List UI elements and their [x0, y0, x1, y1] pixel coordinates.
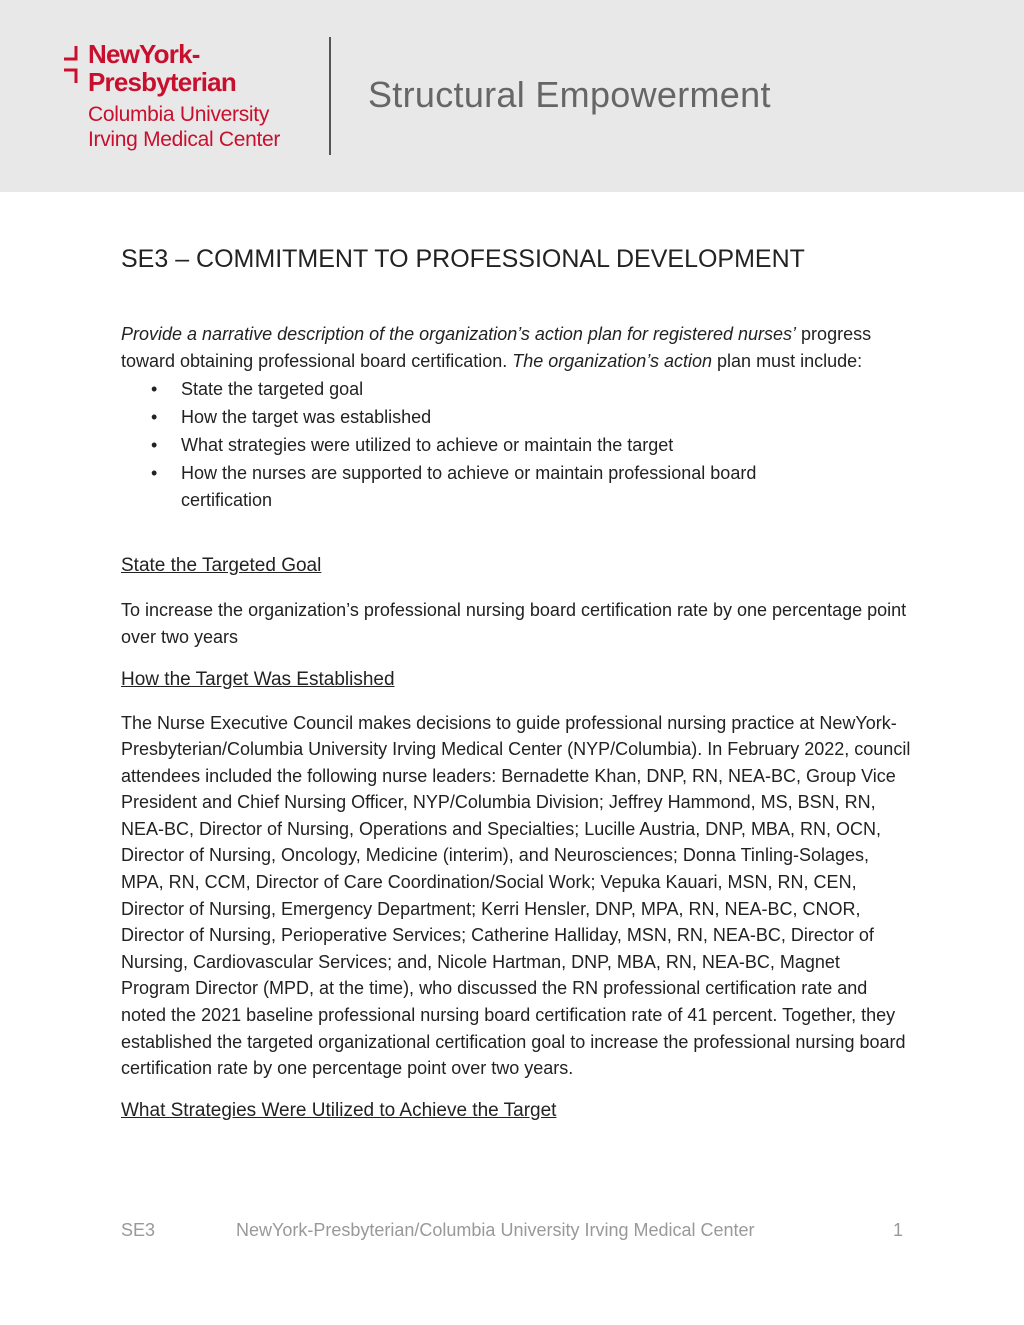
paragraph-target-established: The Nurse Executive Council makes decisions to guide professional nursing practice at NewYork-Presbyterian/Columbia University Irving Medical Center (NYP/Columbia). In February 2022, council attendees included the following nurse leaders: Bernadette Khan, DNP, RN, NEA-BC, Group Vice President and Chief Nursing Officer, NYP/Columbia Division; Jeffrey Hammond, MS, BSN, RN, NEA-BC, Director of Nursing, Operations and Specialties; Lucille Austria, DNP, MBA, RN, OCN, Director of Nursing, Oncology, Medicine (interim), and Neurosciences; Donna Tinling-Solages, MPA, RN, CCM, Director of Care Coordination/Social Work; Vepuka Kauari, MSN, RN, CEN, Director of Nursing, Emergency Department; Kerri Hensler, DNP, MPA, RN, NEA-BC, CNOR, Director of Nursing, Perioperative Services; Catherine Halliday, MSN, RN, NEA-BC, Director of Nursing, Cardiovascular Services; and, Nicole Hartman, DNP, MBA, RN, NEA-BC, Magnet Program Director (MPD, at the time), who discussed the RN professional certification rate and noted the 2021 baseline professional nursing board certification rate of 41 percent. Together, they established the targeted organizational certification goal to increase the professional nursing board certification rate by one percentage point over two years.	[121, 712, 911, 1079]
heading-target-established: How the Target Was Established	[121, 668, 395, 690]
heading-targeted-goal: State the Targeted Goal	[121, 555, 322, 577]
footer-section-code: SE3	[121, 1220, 156, 1240]
banner-title: Structural Empowerment	[368, 74, 771, 115]
footer-page-number: 1	[892, 1220, 903, 1240]
page-footer	[121, 1220, 911, 1244]
document-body	[121, 243, 911, 1124]
logo-sub-line2: Irving Medical Center	[88, 128, 281, 151]
logo-name-line1: NewYork-	[88, 39, 200, 69]
footer-organization: NewYork-Presbyterian/Columbia University Irving Medical Center	[236, 1220, 755, 1240]
prompt-text-2: plan must include:	[712, 350, 863, 371]
prompt-paragraph	[121, 321, 911, 374]
prompt-italic-2: The organization’s action	[512, 350, 713, 371]
logo-sub-line1: Columbia University	[88, 103, 270, 126]
nyp-bracket-icon	[60, 44, 82, 84]
logo-name-line2: Presbyterian	[88, 67, 236, 97]
heading-strategies: What Strategies Were Utilized to Achieve the Target	[121, 1099, 557, 1121]
header-divider	[329, 37, 331, 155]
list-item: • How the target was established	[181, 404, 911, 431]
prompt-text-1: progress toward obtaining professional board certification.	[121, 324, 872, 371]
list-item: • How the nurses are supported to achieve or maintain professional board certification	[181, 460, 911, 513]
logo-wordmark	[88, 40, 236, 96]
list-item: • State the targeted goal	[181, 376, 911, 403]
logo-subtitle	[88, 102, 280, 152]
header-banner	[0, 0, 1024, 192]
prompt-italic-1: Provide a narrative description of the organization’s action plan for registered nurses’	[121, 324, 797, 344]
list-item: • What strategies were utilized to achieve or maintain the target	[181, 432, 911, 459]
nyp-logo	[60, 40, 310, 160]
section-title: SE3 – COMMITMENT TO PROFESSIONAL DEVELOPMENT	[121, 245, 805, 273]
paragraph-targeted-goal: To increase the organization’s professional nursing board certification rate by one percentage point over two years	[121, 600, 907, 647]
requirements-list	[121, 376, 911, 513]
